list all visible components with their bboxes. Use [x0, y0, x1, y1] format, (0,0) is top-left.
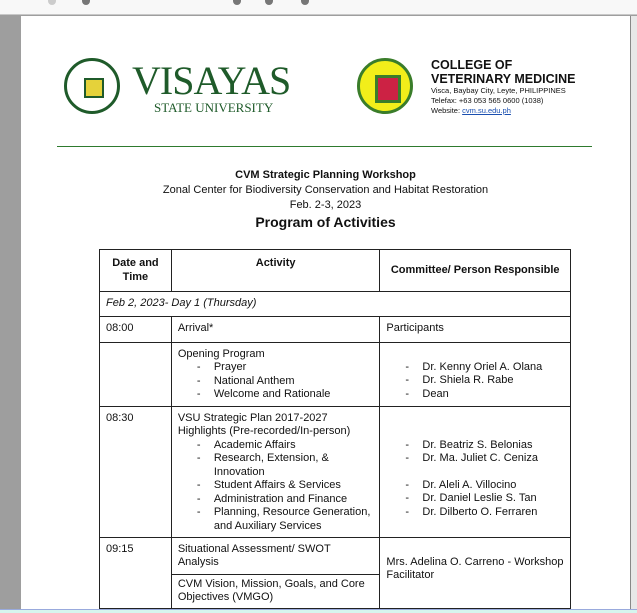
website-line — [431, 106, 511, 115]
program-table — [99, 249, 571, 609]
rotate-icon[interactable] — [233, 0, 241, 5]
nav-icon[interactable] — [48, 0, 56, 5]
website-label: Website: — [431, 106, 463, 115]
person-cell — [380, 342, 571, 406]
table-row — [100, 342, 571, 406]
pdf-toolbar — [0, 0, 637, 15]
list-item: - Dean — [386, 388, 564, 402]
table-row — [100, 406, 571, 537]
table-header — [100, 250, 571, 292]
activity-cell — [171, 406, 380, 537]
college-name: COLLEGE OF VETERINARY MEDICINE — [431, 58, 576, 86]
document-page — [21, 16, 630, 613]
list-item: - Research, Extension, & Innovation — [178, 452, 374, 479]
list-item: - Dr. Kenny Oriel A. Olana — [386, 361, 564, 375]
status-strip — [0, 609, 637, 613]
address: Visca, Baybay City, Leyte, PHILIPPINES — [431, 86, 566, 95]
list-item: - Welcome and Rationale — [178, 388, 374, 402]
list-item: - Administration and Finance — [178, 493, 374, 507]
header-date: Date and Time — [100, 250, 172, 292]
time-cell — [100, 342, 172, 406]
header-person: Committee/ Person Responsible — [380, 250, 571, 292]
person-cell — [380, 406, 571, 537]
list-item: - Dr. Dilberto O. Ferraren — [386, 506, 564, 520]
event-title: CVM Strategic Planning Workshop — [235, 169, 416, 181]
list-item: - Student Affairs & Services — [178, 479, 374, 493]
list-item: - Academic Affairs — [178, 439, 374, 453]
list-item: - Dr. Aleli A. Villocino — [386, 479, 564, 493]
university-sub: STATE UNIVERSITY — [154, 100, 274, 115]
activity-title: VSU Strategic Plan 2017-2027 Highlights (Pre-recorded/In-person) — [177, 411, 351, 437]
time-cell: 09:15 — [100, 537, 172, 608]
list-item: - Dr. Daniel Leslie S. Tan — [386, 492, 564, 506]
vsu-seal-logo — [64, 58, 120, 114]
list-item: - Prayer — [178, 361, 374, 375]
page-heading: Program of Activities — [255, 214, 396, 230]
list-item: - Dr. Shiela R. Rabe — [386, 374, 564, 388]
list-item: - Dr. Ma. Juliet C. Ceniza — [386, 452, 564, 466]
time-cell: 08:00 — [100, 316, 172, 342]
table-row — [100, 316, 571, 342]
activity-cell — [171, 342, 380, 406]
zoom-in-icon[interactable] — [301, 0, 309, 5]
university-name: VISAYAS — [132, 58, 291, 103]
telefax: Telefax: +63 053 565 0600 (1038) — [431, 96, 544, 105]
header-activity: Activity — [171, 250, 380, 292]
person-cell: Mrs. Adelina O. Carreno - Workshop Facilitator — [380, 537, 571, 608]
venue: Zonal Center for Biodiversity Conservation and Habitat Restoration — [162, 184, 489, 196]
activity-cell: Arrival* — [171, 316, 380, 342]
day-label: Feb 2, 2023- Day 1 (Thursday) — [100, 292, 571, 317]
nav-icon[interactable] — [82, 0, 90, 5]
website-link[interactable]: cvm.su.edu.ph — [462, 106, 511, 115]
activity-cell: Situational Assessment/ SWOT Analysis — [171, 537, 380, 574]
person-cell: Participants — [380, 316, 571, 342]
activity-cell: CVM Vision, Mission, Goals, and Core Objectives (VMGO) — [171, 574, 380, 608]
table-row — [100, 537, 571, 574]
divider — [57, 146, 592, 147]
list-item: - Dr. Beatriz S. Belonias — [386, 439, 564, 453]
zoom-out-icon[interactable] — [265, 0, 273, 5]
day-row — [100, 292, 571, 317]
activity-title: Opening Program — [177, 347, 265, 360]
scrollbar[interactable] — [630, 16, 637, 613]
list-item: - National Anthem — [178, 375, 374, 389]
time-cell: 08:30 — [100, 406, 172, 537]
event-date: Feb. 2-3, 2023 — [289, 199, 362, 211]
list-item: - Planning, Resource Generation, and Auxiliary Services — [178, 506, 374, 533]
cvm-seal-logo — [357, 58, 413, 114]
